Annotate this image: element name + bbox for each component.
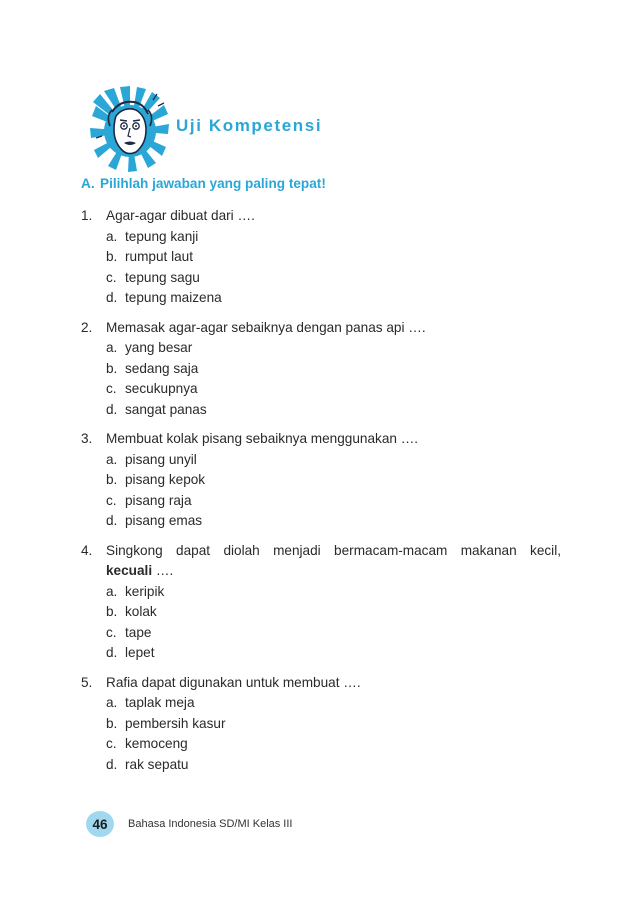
section-header — [90, 86, 360, 176]
option-letter: b. — [106, 360, 118, 376]
question-text: Membuat kolak pisang sebaiknya menggunakan …. — [106, 431, 419, 446]
book-title: Bahasa Indonesia SD/MI Kelas III — [128, 818, 293, 830]
option-d — [81, 511, 561, 532]
option-letter: c. — [106, 624, 117, 640]
option-b — [81, 247, 561, 268]
question-number: 5. — [81, 674, 93, 690]
option-letter: a. — [106, 228, 118, 244]
question-2 — [81, 318, 561, 421]
question-number: 2. — [81, 319, 93, 335]
option-a — [81, 338, 561, 359]
instruction — [81, 176, 326, 191]
option-a — [81, 693, 561, 714]
stressed-man-icon — [90, 86, 170, 172]
option-letter: d. — [106, 756, 118, 772]
question-number: 3. — [81, 431, 93, 446]
option-text: rumput laut — [125, 249, 194, 264]
option-text: tepung maizena — [125, 290, 222, 305]
question-text: Singkong dapat diolah menjadi bermacam-macam makanan kecil, — [106, 542, 561, 558]
option-letter: c. — [106, 736, 117, 751]
option-text: sangat panas — [125, 401, 207, 417]
option-letter: c. — [106, 381, 117, 396]
option-text: secukupnya — [125, 381, 198, 396]
option-text: lepet — [125, 645, 155, 660]
option-d — [81, 755, 561, 776]
option-letter: c. — [106, 269, 117, 285]
option-text: tepung kanji — [125, 228, 199, 244]
option-letter: c. — [106, 492, 117, 508]
question-1 — [81, 206, 561, 309]
question-emphasis: kecuali — [106, 563, 153, 578]
option-letter: b. — [106, 249, 118, 264]
option-letter: b. — [106, 604, 118, 619]
option-b — [81, 359, 561, 380]
question-list — [81, 206, 561, 784]
option-letter: b. — [106, 472, 118, 487]
option-b — [81, 470, 561, 491]
option-letter: b. — [106, 715, 118, 731]
question-3 — [81, 429, 561, 532]
option-b — [81, 602, 561, 623]
option-letter: a. — [106, 340, 118, 355]
option-d — [81, 643, 561, 664]
section-title: Uji Kompetensi — [176, 116, 323, 135]
option-d — [81, 288, 561, 309]
option-text: pisang kepok — [125, 472, 206, 487]
option-a — [81, 450, 561, 471]
option-b — [81, 714, 561, 735]
question-text: Agar-agar dibuat dari …. — [106, 208, 255, 223]
question-4 — [81, 541, 561, 664]
instruction-text: Pilihlah jawaban yang paling tepat! — [100, 176, 326, 191]
option-text: keripik — [125, 583, 165, 599]
option-text: taplak meja — [125, 695, 195, 710]
option-text: kemoceng — [125, 736, 188, 751]
question-text: Rafia dapat digunakan untuk membuat …. — [106, 674, 361, 690]
option-letter: a. — [106, 451, 118, 467]
option-text: pisang emas — [125, 513, 203, 528]
option-text: sedang saja — [125, 360, 199, 376]
option-text: tepung sagu — [125, 269, 200, 285]
option-letter: d. — [106, 645, 118, 660]
section-letter: A. — [81, 176, 95, 191]
question-text: Memasak agar-agar sebaiknya dengan panas api …. — [106, 319, 426, 335]
option-letter: a. — [106, 583, 118, 599]
option-text: yang besar — [125, 340, 193, 355]
question-text-tail: …. — [152, 563, 174, 578]
option-c — [81, 379, 561, 400]
option-c — [81, 268, 561, 289]
option-letter: d. — [106, 290, 118, 305]
question-5 — [81, 673, 561, 776]
option-text: rak sepatu — [125, 756, 189, 772]
page-footer — [86, 811, 292, 837]
page-number-badge: 46 — [86, 811, 114, 837]
option-c — [81, 491, 561, 512]
option-c — [81, 734, 561, 755]
option-d — [81, 400, 561, 421]
option-a — [81, 227, 561, 248]
option-text: pembersih kasur — [125, 715, 226, 731]
option-text: kolak — [125, 604, 157, 619]
option-letter: d. — [106, 401, 118, 417]
option-letter: d. — [106, 513, 118, 528]
option-letter: a. — [106, 695, 118, 710]
option-a — [81, 582, 561, 603]
option-text: pisang raja — [125, 492, 192, 508]
question-number: 1. — [81, 208, 93, 223]
option-text: pisang unyil — [125, 451, 197, 467]
option-c — [81, 623, 561, 644]
option-text: tape — [125, 624, 152, 640]
question-number: 4. — [81, 542, 93, 558]
